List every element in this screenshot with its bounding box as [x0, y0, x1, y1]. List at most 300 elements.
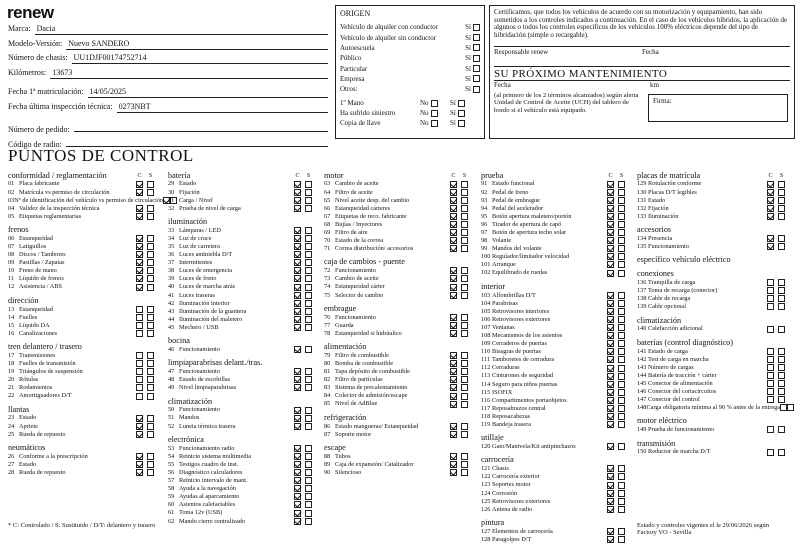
- origen-checkbox[interactable]: [473, 55, 480, 62]
- origen-checkbox[interactable]: [473, 24, 480, 31]
- replaced-checkbox[interactable]: [618, 506, 625, 513]
- replaced-checkbox[interactable]: [618, 316, 625, 323]
- replaced-checkbox[interactable]: [618, 340, 625, 347]
- controlled-checkbox[interactable]: [294, 407, 301, 414]
- controlled-checkbox[interactable]: [607, 197, 614, 204]
- controlled-checkbox[interactable]: [607, 397, 614, 404]
- controlled-checkbox[interactable]: [450, 401, 457, 408]
- controlled-checkbox[interactable]: [607, 443, 614, 450]
- controlled-checkbox[interactable]: [767, 181, 774, 188]
- replaced-checkbox[interactable]: [778, 181, 785, 188]
- controlled-checkbox[interactable]: [607, 300, 614, 307]
- controlled-checkbox[interactable]: [780, 404, 787, 411]
- replaced-checkbox[interactable]: [618, 197, 625, 204]
- controlled-checkbox[interactable]: [607, 316, 614, 323]
- replaced-checkbox[interactable]: [461, 330, 468, 337]
- replaced-checkbox[interactable]: [305, 461, 312, 468]
- replaced-checkbox[interactable]: [147, 461, 154, 468]
- controlled-checkbox[interactable]: [294, 469, 301, 476]
- origen-checkbox[interactable]: [473, 65, 480, 72]
- replaced-checkbox[interactable]: [618, 498, 625, 505]
- controlled-checkbox[interactable]: [607, 332, 614, 339]
- controlled-checkbox[interactable]: [294, 292, 301, 299]
- replaced-checkbox[interactable]: [147, 330, 154, 337]
- controlled-checkbox[interactable]: [136, 376, 143, 383]
- replaced-checkbox[interactable]: [461, 229, 468, 236]
- replaced-checkbox[interactable]: [618, 490, 625, 497]
- controlled-checkbox[interactable]: [294, 384, 301, 391]
- replaced-checkbox[interactable]: [618, 324, 625, 331]
- controlled-checkbox[interactable]: [607, 365, 614, 372]
- controlled-checkbox[interactable]: [294, 477, 301, 484]
- replaced-checkbox[interactable]: [618, 181, 625, 188]
- controlled-checkbox[interactable]: [136, 189, 143, 196]
- replaced-checkbox[interactable]: [618, 405, 625, 412]
- controlled-checkbox[interactable]: [294, 197, 301, 204]
- replaced-checkbox[interactable]: [147, 453, 154, 460]
- controlled-checkbox[interactable]: [294, 501, 301, 508]
- controlled-checkbox[interactable]: [450, 330, 457, 337]
- replaced-checkbox[interactable]: [618, 482, 625, 489]
- controlled-checkbox[interactable]: [767, 348, 774, 355]
- controlled-checkbox[interactable]: [294, 423, 301, 430]
- replaced-checkbox[interactable]: [618, 356, 625, 363]
- replaced-checkbox[interactable]: [305, 292, 312, 299]
- controlled-checkbox[interactable]: [607, 536, 614, 543]
- replaced-checkbox[interactable]: [461, 181, 468, 188]
- controlled-checkbox[interactable]: [450, 423, 457, 430]
- controlled-checkbox[interactable]: [450, 275, 457, 282]
- replaced-checkbox[interactable]: [305, 510, 312, 517]
- controlled-checkbox[interactable]: [607, 324, 614, 331]
- controlled-checkbox[interactable]: [767, 287, 774, 294]
- replaced-checkbox[interactable]: [618, 221, 625, 228]
- controlled-checkbox[interactable]: [294, 205, 301, 212]
- controlled-checkbox[interactable]: [136, 259, 143, 266]
- replaced-checkbox[interactable]: [461, 221, 468, 228]
- origen-checkbox[interactable]: [473, 86, 480, 93]
- controlled-checkbox[interactable]: [767, 295, 774, 302]
- controlled-checkbox[interactable]: [767, 326, 774, 333]
- replaced-checkbox[interactable]: [147, 306, 154, 313]
- controlled-checkbox[interactable]: [767, 279, 774, 286]
- controlled-checkbox[interactable]: [450, 245, 457, 252]
- replaced-checkbox[interactable]: [147, 376, 154, 383]
- si-checkbox[interactable]: [458, 110, 465, 117]
- replaced-checkbox[interactable]: [305, 346, 312, 353]
- replaced-checkbox[interactable]: [618, 332, 625, 339]
- replaced-checkbox[interactable]: [461, 275, 468, 282]
- replaced-checkbox[interactable]: [461, 197, 468, 204]
- controlled-checkbox[interactable]: [767, 449, 774, 456]
- controlled-checkbox[interactable]: [607, 261, 614, 268]
- controlled-checkbox[interactable]: [136, 243, 143, 250]
- controlled-checkbox[interactable]: [767, 213, 774, 220]
- controlled-checkbox[interactable]: [450, 205, 457, 212]
- controlled-checkbox[interactable]: [607, 473, 614, 480]
- controlled-checkbox[interactable]: [136, 393, 143, 400]
- controlled-checkbox[interactable]: [607, 528, 614, 535]
- replaced-checkbox[interactable]: [305, 501, 312, 508]
- replaced-checkbox[interactable]: [618, 237, 625, 244]
- replaced-checkbox[interactable]: [461, 189, 468, 196]
- replaced-checkbox[interactable]: [305, 493, 312, 500]
- controlled-checkbox[interactable]: [450, 237, 457, 244]
- controlled-checkbox[interactable]: [607, 181, 614, 188]
- controlled-checkbox[interactable]: [607, 498, 614, 505]
- replaced-checkbox[interactable]: [305, 368, 312, 375]
- controlled-checkbox[interactable]: [607, 506, 614, 513]
- controlled-checkbox[interactable]: [607, 421, 614, 428]
- replaced-checkbox[interactable]: [778, 348, 785, 355]
- replaced-checkbox[interactable]: [618, 465, 625, 472]
- replaced-checkbox[interactable]: [778, 295, 785, 302]
- controlled-checkbox[interactable]: [450, 461, 457, 468]
- replaced-checkbox[interactable]: [147, 205, 154, 212]
- replaced-checkbox[interactable]: [461, 322, 468, 329]
- replaced-checkbox[interactable]: [305, 423, 312, 430]
- controlled-checkbox[interactable]: [767, 197, 774, 204]
- replaced-checkbox[interactable]: [778, 326, 785, 333]
- controlled-checkbox[interactable]: [607, 245, 614, 252]
- replaced-checkbox[interactable]: [618, 373, 625, 380]
- replaced-checkbox[interactable]: [618, 443, 625, 450]
- controlled-checkbox[interactable]: [136, 306, 143, 313]
- replaced-checkbox[interactable]: [778, 380, 785, 387]
- replaced-checkbox[interactable]: [147, 384, 154, 391]
- controlled-checkbox[interactable]: [450, 229, 457, 236]
- replaced-checkbox[interactable]: [147, 267, 154, 274]
- controlled-checkbox[interactable]: [607, 490, 614, 497]
- controlled-checkbox[interactable]: [450, 376, 457, 383]
- controlled-checkbox[interactable]: [294, 259, 301, 266]
- replaced-checkbox[interactable]: [147, 423, 154, 430]
- replaced-checkbox[interactable]: [461, 245, 468, 252]
- replaced-checkbox[interactable]: [778, 364, 785, 371]
- controlled-checkbox[interactable]: [767, 380, 774, 387]
- replaced-checkbox[interactable]: [305, 300, 312, 307]
- replaced-checkbox[interactable]: [461, 284, 468, 291]
- replaced-checkbox[interactable]: [618, 300, 625, 307]
- controlled-checkbox[interactable]: [136, 330, 143, 337]
- controlled-checkbox[interactable]: [767, 243, 774, 250]
- replaced-checkbox[interactable]: [618, 205, 625, 212]
- replaced-checkbox[interactable]: [305, 235, 312, 242]
- controlled-checkbox[interactable]: [607, 356, 614, 363]
- controlled-checkbox[interactable]: [294, 376, 301, 383]
- controlled-checkbox[interactable]: [450, 360, 457, 367]
- replaced-checkbox[interactable]: [778, 287, 785, 294]
- controlled-checkbox[interactable]: [450, 352, 457, 359]
- controlled-checkbox[interactable]: [136, 423, 143, 430]
- replaced-checkbox[interactable]: [147, 314, 154, 321]
- replaced-checkbox[interactable]: [147, 322, 154, 329]
- replaced-checkbox[interactable]: [461, 368, 468, 375]
- replaced-checkbox[interactable]: [778, 213, 785, 220]
- controlled-checkbox[interactable]: [294, 284, 301, 291]
- replaced-checkbox[interactable]: [305, 181, 312, 188]
- controlled-checkbox[interactable]: [607, 373, 614, 380]
- controlled-checkbox[interactable]: [450, 322, 457, 329]
- controlled-checkbox[interactable]: [607, 405, 614, 412]
- replaced-checkbox[interactable]: [305, 197, 312, 204]
- controlled-checkbox[interactable]: [136, 251, 143, 258]
- replaced-checkbox[interactable]: [147, 213, 154, 220]
- replaced-checkbox[interactable]: [461, 384, 468, 391]
- replaced-checkbox[interactable]: [147, 415, 154, 422]
- replaced-checkbox[interactable]: [147, 181, 154, 188]
- replaced-checkbox[interactable]: [618, 213, 625, 220]
- replaced-checkbox[interactable]: [618, 413, 625, 420]
- origen-checkbox[interactable]: [473, 44, 480, 51]
- replaced-checkbox[interactable]: [778, 449, 785, 456]
- replaced-checkbox[interactable]: [305, 284, 312, 291]
- controlled-checkbox[interactable]: [136, 235, 143, 242]
- controlled-checkbox[interactable]: [450, 292, 457, 299]
- controlled-checkbox[interactable]: [607, 213, 614, 220]
- replaced-checkbox[interactable]: [461, 453, 468, 460]
- controlled-checkbox[interactable]: [767, 364, 774, 371]
- replaced-checkbox[interactable]: [147, 431, 154, 438]
- replaced-checkbox[interactable]: [618, 261, 625, 268]
- controlled-checkbox[interactable]: [136, 453, 143, 460]
- controlled-checkbox[interactable]: [136, 181, 143, 188]
- controlled-checkbox[interactable]: [607, 413, 614, 420]
- replaced-checkbox[interactable]: [305, 308, 312, 315]
- controlled-checkbox[interactable]: [767, 235, 774, 242]
- replaced-checkbox[interactable]: [147, 189, 154, 196]
- controlled-checkbox[interactable]: [450, 393, 457, 400]
- replaced-checkbox[interactable]: [147, 235, 154, 242]
- replaced-checkbox[interactable]: [305, 384, 312, 391]
- controlled-checkbox[interactable]: [136, 431, 143, 438]
- si-checkbox[interactable]: [458, 100, 465, 107]
- controlled-checkbox[interactable]: [607, 348, 614, 355]
- controlled-checkbox[interactable]: [294, 227, 301, 234]
- controlled-checkbox[interactable]: [450, 469, 457, 476]
- controlled-checkbox[interactable]: [450, 453, 457, 460]
- replaced-checkbox[interactable]: [305, 259, 312, 266]
- replaced-checkbox[interactable]: [618, 528, 625, 535]
- replaced-checkbox[interactable]: [778, 279, 785, 286]
- replaced-checkbox[interactable]: [461, 376, 468, 383]
- controlled-checkbox[interactable]: [607, 237, 614, 244]
- origen-checkbox[interactable]: [473, 34, 480, 41]
- controlled-checkbox[interactable]: [294, 181, 301, 188]
- replaced-checkbox[interactable]: [461, 292, 468, 299]
- controlled-checkbox[interactable]: [294, 368, 301, 375]
- controlled-checkbox[interactable]: [136, 284, 143, 291]
- replaced-checkbox[interactable]: [305, 477, 312, 484]
- controlled-checkbox[interactable]: [294, 346, 301, 353]
- replaced-checkbox[interactable]: [778, 426, 785, 433]
- controlled-checkbox[interactable]: [607, 270, 614, 277]
- controlled-checkbox[interactable]: [450, 384, 457, 391]
- replaced-checkbox[interactable]: [618, 308, 625, 315]
- controlled-checkbox[interactable]: [136, 368, 143, 375]
- replaced-checkbox[interactable]: [618, 421, 625, 428]
- replaced-checkbox[interactable]: [461, 314, 468, 321]
- replaced-checkbox[interactable]: [147, 352, 154, 359]
- replaced-checkbox[interactable]: [147, 469, 154, 476]
- replaced-checkbox[interactable]: [147, 259, 154, 266]
- replaced-checkbox[interactable]: [147, 393, 154, 400]
- replaced-checkbox[interactable]: [305, 189, 312, 196]
- replaced-checkbox[interactable]: [147, 243, 154, 250]
- controlled-checkbox[interactable]: [294, 510, 301, 517]
- controlled-checkbox[interactable]: [767, 356, 774, 363]
- controlled-checkbox[interactable]: [450, 314, 457, 321]
- replaced-checkbox[interactable]: [778, 197, 785, 204]
- replaced-checkbox[interactable]: [461, 267, 468, 274]
- controlled-checkbox[interactable]: [607, 221, 614, 228]
- no-checkbox[interactable]: [431, 110, 438, 117]
- replaced-checkbox[interactable]: [787, 404, 794, 411]
- controlled-checkbox[interactable]: [294, 251, 301, 258]
- replaced-checkbox[interactable]: [461, 423, 468, 430]
- replaced-checkbox[interactable]: [618, 365, 625, 372]
- replaced-checkbox[interactable]: [305, 243, 312, 250]
- replaced-checkbox[interactable]: [461, 393, 468, 400]
- controlled-checkbox[interactable]: [136, 415, 143, 422]
- replaced-checkbox[interactable]: [618, 473, 625, 480]
- replaced-checkbox[interactable]: [618, 389, 625, 396]
- controlled-checkbox[interactable]: [294, 453, 301, 460]
- controlled-checkbox[interactable]: [767, 426, 774, 433]
- origen-checkbox[interactable]: [473, 75, 480, 82]
- replaced-checkbox[interactable]: [147, 368, 154, 375]
- replaced-checkbox[interactable]: [305, 518, 312, 525]
- controlled-checkbox[interactable]: [294, 461, 301, 468]
- controlled-checkbox[interactable]: [136, 360, 143, 367]
- replaced-checkbox[interactable]: [305, 316, 312, 323]
- replaced-checkbox[interactable]: [305, 227, 312, 234]
- replaced-checkbox[interactable]: [305, 453, 312, 460]
- controlled-checkbox[interactable]: [294, 189, 301, 196]
- replaced-checkbox[interactable]: [618, 245, 625, 252]
- controlled-checkbox[interactable]: [450, 284, 457, 291]
- controlled-checkbox[interactable]: [294, 243, 301, 250]
- replaced-checkbox[interactable]: [778, 243, 785, 250]
- replaced-checkbox[interactable]: [778, 205, 785, 212]
- replaced-checkbox[interactable]: [305, 205, 312, 212]
- controlled-checkbox[interactable]: [607, 340, 614, 347]
- replaced-checkbox[interactable]: [305, 275, 312, 282]
- controlled-checkbox[interactable]: [767, 303, 774, 310]
- replaced-checkbox[interactable]: [147, 251, 154, 258]
- controlled-checkbox[interactable]: [294, 316, 301, 323]
- replaced-checkbox[interactable]: [305, 376, 312, 383]
- controlled-checkbox[interactable]: [136, 213, 143, 220]
- replaced-checkbox[interactable]: [147, 275, 154, 282]
- replaced-checkbox[interactable]: [305, 324, 312, 331]
- replaced-checkbox[interactable]: [461, 205, 468, 212]
- replaced-checkbox[interactable]: [778, 356, 785, 363]
- controlled-checkbox[interactable]: [294, 275, 301, 282]
- controlled-checkbox[interactable]: [450, 197, 457, 204]
- controlled-checkbox[interactable]: [294, 485, 301, 492]
- replaced-checkbox[interactable]: [305, 415, 312, 422]
- controlled-checkbox[interactable]: [607, 381, 614, 388]
- controlled-checkbox[interactable]: [136, 205, 143, 212]
- controlled-checkbox[interactable]: [136, 469, 143, 476]
- controlled-checkbox[interactable]: [136, 352, 143, 359]
- controlled-checkbox[interactable]: [450, 368, 457, 375]
- controlled-checkbox[interactable]: [607, 292, 614, 299]
- controlled-checkbox[interactable]: [607, 482, 614, 489]
- replaced-checkbox[interactable]: [461, 352, 468, 359]
- replaced-checkbox[interactable]: [618, 536, 625, 543]
- replaced-checkbox[interactable]: [461, 401, 468, 408]
- replaced-checkbox[interactable]: [618, 381, 625, 388]
- controlled-checkbox[interactable]: [294, 324, 301, 331]
- replaced-checkbox[interactable]: [305, 267, 312, 274]
- replaced-checkbox[interactable]: [461, 469, 468, 476]
- controlled-checkbox[interactable]: [136, 314, 143, 321]
- controlled-checkbox[interactable]: [294, 518, 301, 525]
- controlled-checkbox[interactable]: [136, 384, 143, 391]
- replaced-checkbox[interactable]: [778, 235, 785, 242]
- replaced-checkbox[interactable]: [461, 360, 468, 367]
- replaced-checkbox[interactable]: [461, 237, 468, 244]
- replaced-checkbox[interactable]: [147, 284, 154, 291]
- controlled-checkbox[interactable]: [767, 372, 774, 379]
- replaced-checkbox[interactable]: [461, 213, 468, 220]
- replaced-checkbox[interactable]: [305, 485, 312, 492]
- controlled-checkbox[interactable]: [767, 396, 774, 403]
- replaced-checkbox[interactable]: [618, 270, 625, 277]
- controlled-checkbox[interactable]: [767, 189, 774, 196]
- replaced-checkbox[interactable]: [461, 431, 468, 438]
- replaced-checkbox[interactable]: [305, 445, 312, 452]
- replaced-checkbox[interactable]: [305, 251, 312, 258]
- controlled-checkbox[interactable]: [607, 229, 614, 236]
- controlled-checkbox[interactable]: [294, 308, 301, 315]
- replaced-checkbox[interactable]: [778, 372, 785, 379]
- replaced-checkbox[interactable]: [305, 407, 312, 414]
- controlled-checkbox[interactable]: [450, 181, 457, 188]
- controlled-checkbox[interactable]: [294, 235, 301, 242]
- replaced-checkbox[interactable]: [305, 469, 312, 476]
- replaced-checkbox[interactable]: [618, 292, 625, 299]
- replaced-checkbox[interactable]: [618, 253, 625, 260]
- controlled-checkbox[interactable]: [607, 189, 614, 196]
- controlled-checkbox[interactable]: [450, 431, 457, 438]
- no-checkbox[interactable]: [431, 100, 438, 107]
- controlled-checkbox[interactable]: [450, 213, 457, 220]
- controlled-checkbox[interactable]: [767, 388, 774, 395]
- replaced-checkbox[interactable]: [618, 348, 625, 355]
- replaced-checkbox[interactable]: [618, 397, 625, 404]
- replaced-checkbox[interactable]: [778, 303, 785, 310]
- controlled-checkbox[interactable]: [136, 322, 143, 329]
- replaced-checkbox[interactable]: [618, 189, 625, 196]
- replaced-checkbox[interactable]: [778, 189, 785, 196]
- controlled-checkbox[interactable]: [450, 189, 457, 196]
- replaced-checkbox[interactable]: [461, 461, 468, 468]
- replaced-checkbox[interactable]: [778, 396, 785, 403]
- controlled-checkbox[interactable]: [607, 389, 614, 396]
- controlled-checkbox[interactable]: [294, 300, 301, 307]
- replaced-checkbox[interactable]: [147, 360, 154, 367]
- controlled-checkbox[interactable]: [607, 308, 614, 315]
- si-checkbox[interactable]: [458, 120, 465, 127]
- replaced-checkbox[interactable]: [778, 388, 785, 395]
- controlled-checkbox[interactable]: [294, 415, 301, 422]
- no-checkbox[interactable]: [431, 120, 438, 127]
- controlled-checkbox[interactable]: [136, 461, 143, 468]
- controlled-checkbox[interactable]: [136, 275, 143, 282]
